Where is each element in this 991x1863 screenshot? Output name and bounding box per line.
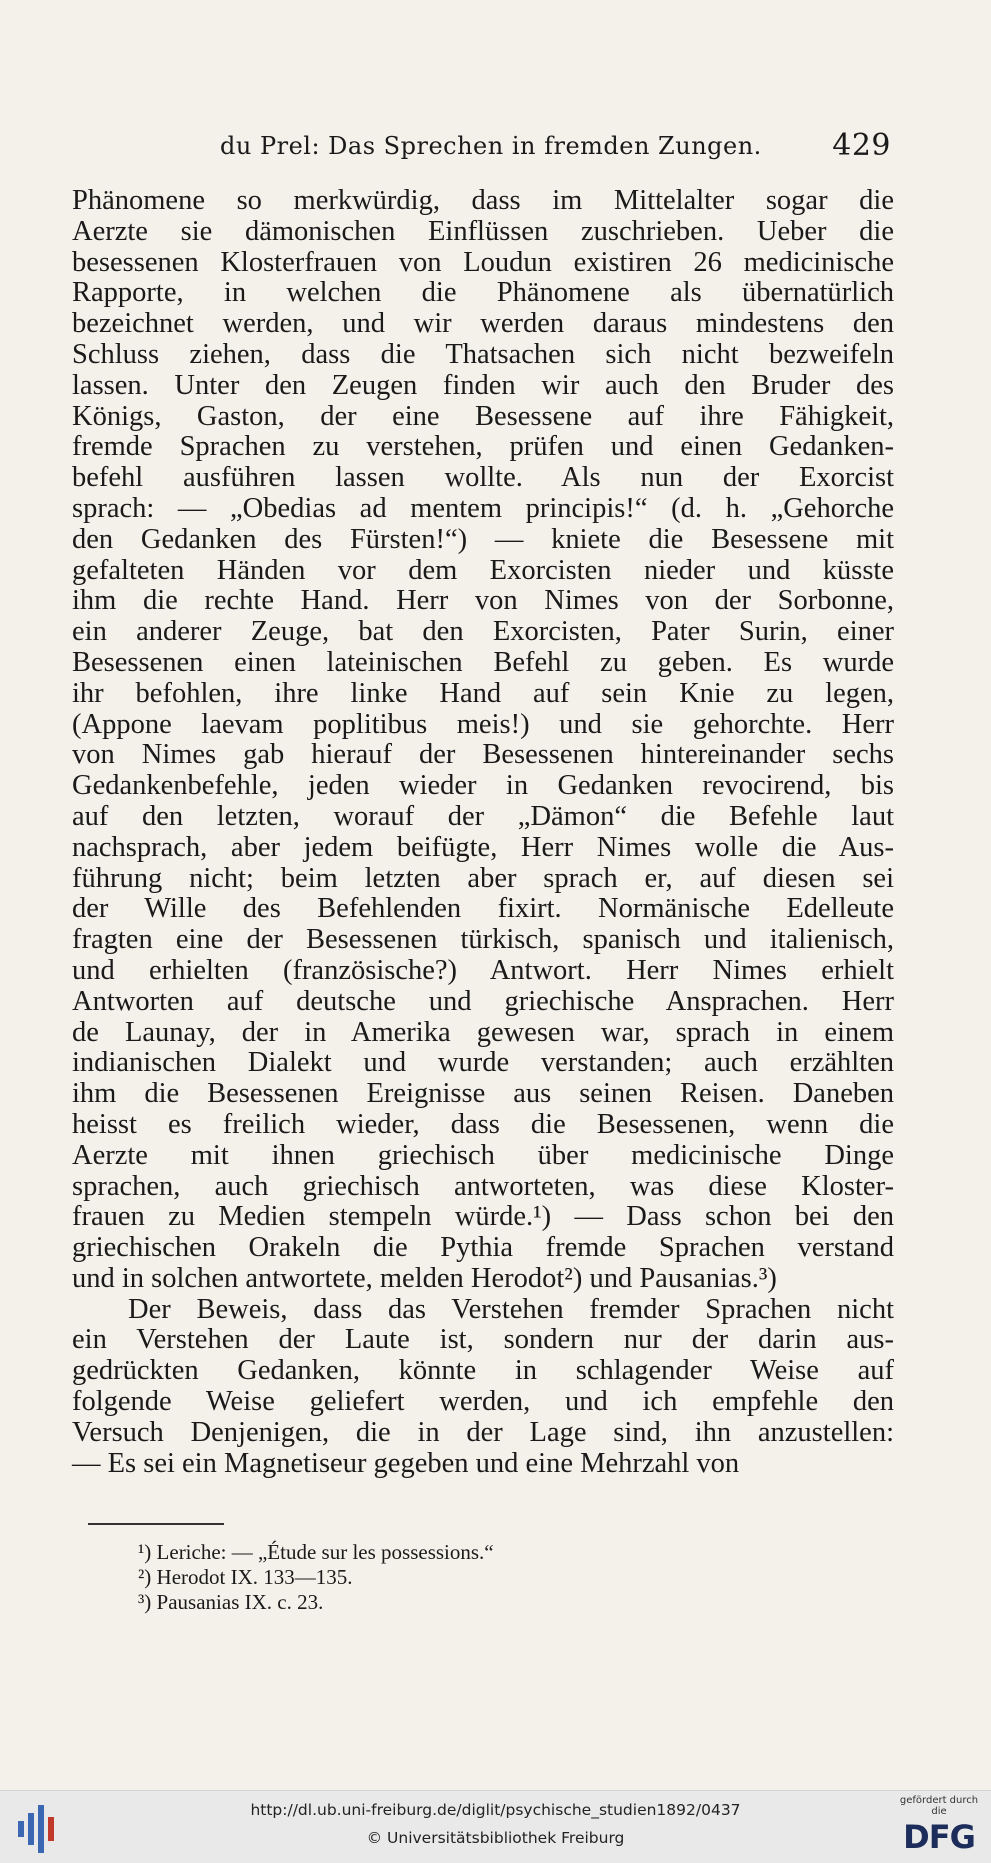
text-line: ihr befohlen, ihre linke Hand auf sein Knie zu legen, (72, 677, 894, 709)
text-line: Der Beweis, dass das Verstehen fremder Sprachen nicht (128, 1293, 894, 1325)
text-line: (Appone laevam poplitibus meis!) und sie gehorchte. Herr (72, 708, 894, 740)
text-line: ihm die rechte Hand. Herr von Nimes von der Sorbonne, (72, 585, 894, 617)
text-line: den Gedanken des Fürsten!“) — kniete die Besessene mit (72, 523, 894, 555)
text-line: — Es sei ein Magnetiseur gegeben und eine Mehrzahl von (72, 1447, 740, 1479)
text-line: Besessenen einen lateinischen Befehl zu geben. Es wurde (72, 646, 894, 678)
text-line: ein anderer Zeuge, bat den Exorcisten, Pater Surin, einer (72, 616, 894, 648)
text-line: auf den letzten, worauf der „Dämon“ die Befehle laut (72, 800, 894, 832)
text-line: Königs, Gaston, der eine Besessene auf ihre Fähigkeit, (72, 400, 894, 432)
text-line: Aerzte mit ihnen griechisch über medicinische Dinge (72, 1139, 894, 1171)
text-line: ihm die Besessenen Ereignisse aus seinen Reisen. Daneben (72, 1078, 894, 1110)
footnotes (138, 1540, 494, 1615)
text-line: Versuch Denjenigen, die in der Lage sind, ihn anzustellen: (72, 1416, 894, 1448)
text-line: sprachen, auch griechisch antworteten, was diese Kloster- (72, 1170, 894, 1202)
footnote-2: ²) Herodot IX. 133—135. (138, 1565, 353, 1589)
footnote-1: ¹) Leriche: — „Étude sur les possessions.“ (138, 1540, 494, 1564)
text-line: besessenen Klosterfrauen von Loudun existiren 26 medicinische (72, 246, 894, 278)
running-title: du Prel: Das Sprechen in fremden Zungen. (220, 132, 762, 160)
text-line: folgende Weise geliefert werden, und ich empfehle den (72, 1386, 894, 1418)
footnote-divider (88, 1523, 224, 1525)
text-line: von Nimes gab hierauf der Besessenen hintereinander sechs (72, 739, 894, 771)
text-line: fragten eine der Besessenen türkisch, spanisch und italienisch, (72, 924, 894, 956)
page-url[interactable]: http://dl.ub.uni-freiburg.de/diglit/psychische_studien1892/0437 (250, 1801, 741, 1819)
text-line: und in solchen antwortete, melden Herodot²) und Pausanias.³) (72, 1262, 777, 1294)
text-line: Antworten auf deutsche und griechische Ansprachen. Herr (72, 985, 894, 1017)
viewer-footer (0, 1790, 991, 1863)
text-line: Aerzte sie dämonischen Einflüssen zuschrieben. Ueber die (72, 215, 894, 247)
text-line: de Launay, der in Amerika gewesen war, sprach in einem (72, 1016, 894, 1048)
text-line: der Wille des Befehlenden fixirt. Normänische Edelleute (72, 893, 894, 925)
text-line: gedrückten Gedanken, könnte in schlagender Weise auf (72, 1355, 894, 1387)
text-line: führung nicht; beim letzten aber sprach er, auf diesen sei (72, 862, 894, 894)
text-line: heisst es freilich wieder, dass die Besessenen, wenn die (72, 1108, 894, 1140)
page-number: 429 (832, 128, 891, 163)
text-line: Schluss ziehen, dass die Thatsachen sich nicht bezweifeln (72, 338, 894, 370)
text-line: nachsprach, aber jedem beifügte, Herr Nimes wolle die Aus- (72, 831, 894, 863)
running-header (220, 128, 891, 172)
text-line: griechischen Orakeln die Pythia fremde Sprachen verstand (72, 1232, 894, 1264)
text-line: ein Verstehen der Laute ist, sondern nur der darin aus- (72, 1324, 894, 1356)
text-line: fremde Sprachen zu verstehen, prüfen und einen Gedanken- (72, 431, 894, 463)
text-line: frauen zu Medien stempeln würde.¹) — Dass schon bei den (72, 1201, 894, 1233)
text-line: Rapporte, in welchen die Phänomene als übernatürlich (72, 277, 894, 309)
text-line: Phänomene so merkwürdig, dass im Mittelalter sogar die (72, 185, 894, 216)
text-line: und erhielten (französische?) Antwort. Herr Nimes erhielt (72, 954, 894, 986)
text-line: bezeichnet werden, und wir werden daraus mindestens den (72, 308, 894, 340)
dfg-logo-text: DFG (903, 1818, 975, 1856)
footnote-3: ³) Pausanias IX. c. 23. (138, 1590, 324, 1614)
text-line: sprach: — „Obedias ad mentem principis!“ (d. h. „Gehorche (72, 492, 894, 524)
dfg-caption: gefördert durch die (899, 1795, 979, 1817)
text-line: befehl ausführen lassen wollte. Als nun der Exorcist (72, 462, 894, 494)
text-line: lassen. Unter den Zeugen finden wir auch den Bruder des (72, 369, 894, 401)
main-text (72, 186, 894, 1479)
text-line: gefalteten Händen vor dem Exorcisten nieder und küsste (72, 554, 894, 586)
copyright-notice: © Universitätsbibliothek Freiburg (366, 1829, 625, 1847)
text-line: Gedankenbefehle, jeden wieder in Gedanken revocirend, bis (72, 770, 894, 802)
text-line: indianischen Dialekt und wurde verstanden; auch erzählten (72, 1047, 894, 1079)
dfg-logo[interactable] (899, 1795, 979, 1857)
paragraph-1 (72, 186, 894, 1295)
paragraph-2 (72, 1295, 894, 1480)
